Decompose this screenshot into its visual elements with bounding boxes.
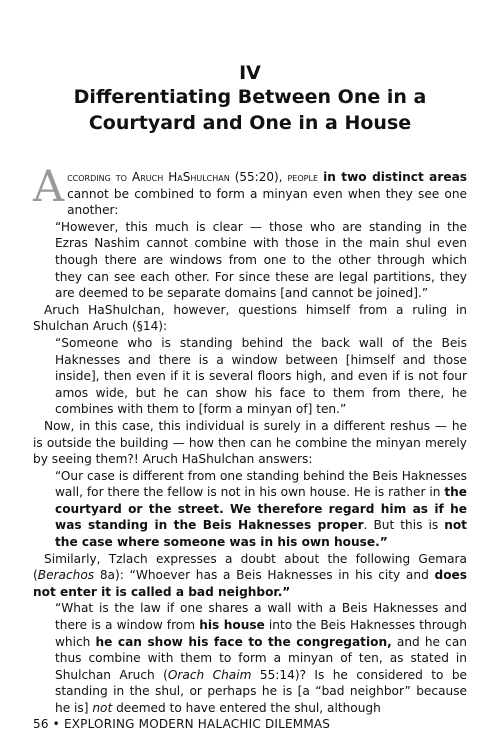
lead-in-small-caps: ccording to Aruch HaShulchan (55:20), people xyxy=(67,170,318,184)
paragraph-text: Similarly, Tzlach expresses a doubt about the following Gemara ( xyxy=(33,551,467,583)
block-quote-2: “Someone who is standing behind the back wall of the Beis Haknesses and there is a window between [himself and those inside], then even if it is several floors high, and even if is not four amos wide, but he can show his face to them from there, he combines with them to [form a minyan of] ten.” xyxy=(55,335,467,417)
block-quote-1: “However, this much is clear — those who are standing in the Ezras Nashim cannot combine with those in the main shul even though there are windows from one to the other through which they can see each other. For since these are legal partitions, they are deemed to be separate domains [and cannot be joined].” xyxy=(55,219,467,301)
page-number: 56 xyxy=(33,717,49,731)
quote-text: “Our case is different from one standing behind the Beis Haknesses wall, for there the fellow is not in his own house. He is rather in xyxy=(55,468,467,500)
quote-text: 55:14)? Is he considered to be standing in the shul, or perhaps he is [a “bad neighbor” because he is] xyxy=(55,667,468,715)
drop-cap: A xyxy=(33,162,65,212)
paragraph-text: cannot be combined to form a minyan even when they see one another: xyxy=(67,186,467,218)
paragraph-3: Now, in this case, this individual is surely in a different reshus — he is outside the building — how then can he combine the minyan merely by seeing them?! Aruch HaShulchan answers: xyxy=(33,418,467,467)
running-footer xyxy=(33,716,330,732)
opening-paragraph xyxy=(33,162,467,219)
quote-text: into the Beis Haknesses through which xyxy=(55,618,467,649)
quote-emphasis: not the case where someone was in his own house.” xyxy=(55,518,467,550)
block-quote-4 xyxy=(55,600,467,716)
chapter-title xyxy=(33,84,467,136)
chapter-number: IV xyxy=(239,62,261,84)
block-quote-3 xyxy=(55,468,467,551)
emphasis-bold: in two distinct areas xyxy=(323,170,467,184)
running-title: EXPLORING MODERN HALACHIC DILEMMAS xyxy=(63,717,331,731)
quote-emphasis: the courtyard or the street. We therefore regard him as if he was standing in the Beis Haknesses proper xyxy=(55,485,467,533)
footer-separator: • xyxy=(52,717,60,731)
chapter-title-line-2: Courtyard and One in a House xyxy=(88,112,412,134)
quote-text: “What is the law if one shares a wall with a Beis Haknesses and there is a window from xyxy=(55,601,467,633)
body-text xyxy=(33,162,468,717)
quote-italic: not xyxy=(92,701,113,715)
paragraph-text: 8a): “Whoever has a Beis Haknesses in his city and xyxy=(94,568,435,583)
quote-emphasis: he can show his face to the congregation, xyxy=(95,634,392,649)
quote-text: . But this is xyxy=(363,518,445,533)
chapter-title-line-1: Differentiating Between One in a xyxy=(73,86,427,108)
emphasis-bold: does not enter it is called a bad neighbor.” xyxy=(33,568,467,599)
quote-text: and he can thus combine with them to form a minyan of ten, as stated in Shulchan Aruch ( xyxy=(55,634,467,682)
citation-italic: Orach Chaim xyxy=(167,667,252,682)
paragraph-2: Aruch HaShulchan, however, questions himself from a ruling in Shulchan Aruch (§14): xyxy=(33,302,467,334)
paragraph-4 xyxy=(33,551,467,601)
quote-text: deemed to have entered the shul, although xyxy=(112,701,381,715)
quote-emphasis: his house xyxy=(199,618,265,633)
citation-italic: Berachos xyxy=(37,568,95,583)
